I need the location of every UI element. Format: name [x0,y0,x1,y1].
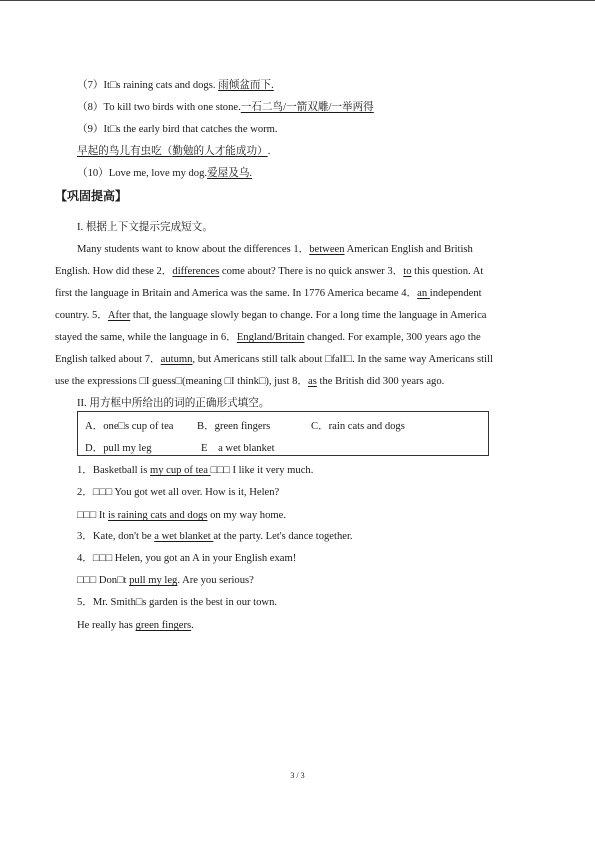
page-number: 3 / 3 [290,771,305,780]
question-4: 4．□□□ Helen, you got an A in your English exam! [77,553,297,564]
option-b: B．green fingers [197,421,271,432]
passage-line-1: Many students want to know about the differences 1．between American English and British [77,244,473,255]
option-c: C．rain cats and dogs [311,421,405,432]
idiom-8: （8）To kill two birds with one stone.一石二鸟/一箭双雕/一举两得 [77,102,374,113]
passage-line-2: English. How did these 2．differences come about? There is no quick answer 3．to this question. At [55,266,484,277]
question-5-answer: He really has green fingers. [77,620,194,631]
idiom-9: （9）It□s the early bird that catches the worm. [77,124,278,135]
option-a: A．one□s cup of tea [85,421,174,432]
option-e: E a wet blanket [201,443,275,454]
part1-title: I. 根据上下文提示完成短文。 [77,222,213,233]
passage-line-3: first the language in Britain and America was the same. In 1776 America became 4．an independent [55,288,482,299]
question-3: 3．Kate, don't be a wet blanket at the party. Let's dance together. [77,531,353,542]
idiom-9-meaning: 早起的鸟儿有虫吃（勤勉的人才能成功）. [77,146,271,157]
passage-line-7: use the expressions □I guess□(meaning □I think□), just 8．as the British did 300 years ago. [55,376,445,387]
part2-title: II. 用方框中所给出的词的正确形式填空。 [77,398,270,409]
idiom-10: （10）Love me, love my dog.爱屋及乌. [77,168,253,179]
passage-line-6: English talked about 7．autumn, but Americans still talk about □fall□. In the same way Americans still [55,354,493,365]
passage-line-4: country. 5．After that, the language slowly began to change. For a long time the language in America [55,310,487,321]
question-4-answer: □□□ Don□t pull my leg. Are you serious? [77,575,254,586]
question-5: 5．Mr. Smith□s garden is the best in our town. [77,597,278,608]
question-2-answer: □□□ It is raining cats and dogs on my way home. [77,510,286,521]
section-title: 【巩固提高】 [55,189,128,203]
header-rule [0,0,595,1]
question-1: 1．Basketball is my cup of tea □□□ I like it very much. [77,465,314,476]
option-d: D．pull my leg [85,443,152,454]
passage-line-5: stayed the same, while the language in 6．England/Britain changed. For example, 300 years ago the [55,332,481,343]
question-2: 2．□□□ You got wet all over. How is it, Helen? [77,487,280,498]
idiom-7: （7）It□s raining cats and dogs. 雨倾盆而下. [77,80,274,91]
